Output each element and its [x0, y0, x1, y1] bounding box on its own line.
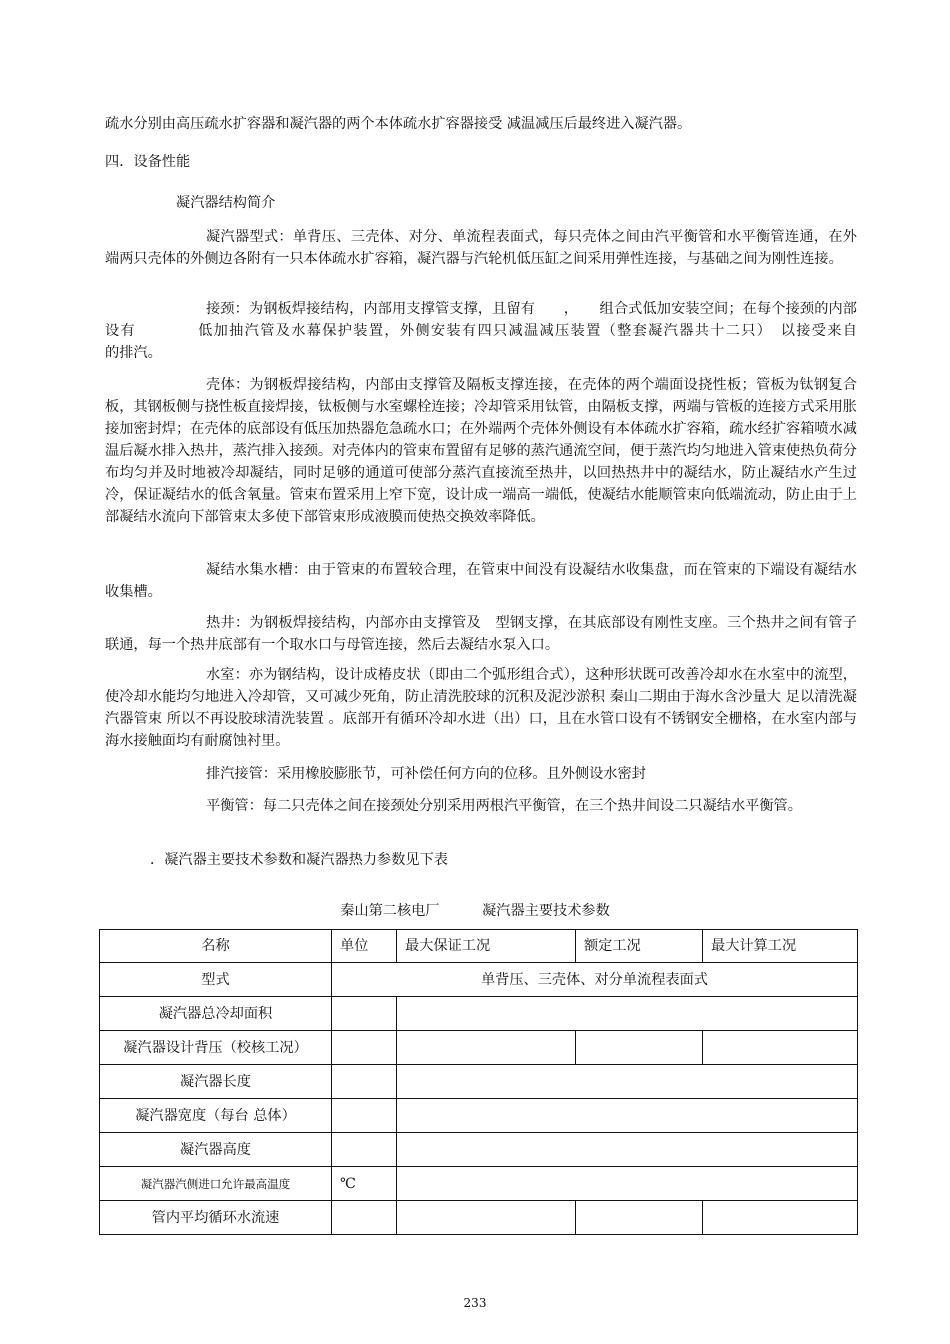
row-value	[576, 1201, 703, 1235]
row-unit	[332, 1201, 397, 1235]
row-unit	[332, 1065, 397, 1099]
table-row	[100, 1167, 858, 1201]
table-row	[100, 963, 858, 997]
row-label: 凝汽器长度	[100, 1065, 332, 1099]
row-value	[703, 1201, 858, 1235]
subheading-condenser-structure: 凝汽器结构简介	[176, 195, 276, 211]
row-value	[703, 1031, 858, 1065]
section-heading-equipment-performance: 四．设备性能	[105, 154, 191, 170]
header-rated: 额定工况	[576, 930, 703, 963]
table-row	[100, 1099, 858, 1133]
row-label: 管内平均循环水流速	[100, 1201, 332, 1235]
page-number: 233	[463, 1296, 487, 1310]
table-row	[100, 997, 858, 1031]
row-unit	[332, 1133, 397, 1167]
row-value	[397, 1065, 858, 1099]
header-name: 名称	[100, 930, 332, 963]
row-label: 凝汽器总冷却面积	[100, 997, 332, 1031]
table-row	[100, 1133, 858, 1167]
header-max-guarantee: 最大保证工况	[397, 930, 576, 963]
table-row	[100, 1201, 858, 1235]
row-unit	[332, 1099, 397, 1133]
row-label: 凝汽器设计背压（校核工况）	[100, 1031, 332, 1065]
header-max-calc: 最大计算工况	[703, 930, 858, 963]
row-unit: ℃	[332, 1167, 397, 1201]
paragraph-condenser-type: 凝汽器型式：单背压、三壳体、对分、单流程表面式，每只壳体之间由汽平衡管和水平衡管连通，在外端两只壳体的外侧边各附有一只本体疏水扩容箱，凝汽器与汽轮机低压缸之间采用弹性连接，与基础之间为刚性连接。	[105, 229, 857, 267]
paragraph-balance-pipe: 平衡管：每二只壳体之间在接颈处分别采用两根汽平衡管，在三个热井间设二只凝结水平衡管。	[206, 798, 802, 814]
row-label: 凝汽器宽度（每台 总体）	[100, 1099, 332, 1133]
paragraph-collection-tank: 凝结水集水槽：由于管束的布置较合理，在管束中间没有设凝结水收集盘，而在管束的下端设有凝结水收集槽。	[105, 562, 857, 600]
row-value	[397, 997, 858, 1031]
row-value	[397, 1099, 858, 1133]
row-unit	[332, 997, 397, 1031]
table-row	[100, 1065, 858, 1099]
row-label: 凝汽器汽侧进口允许最高温度	[100, 1167, 332, 1201]
header-unit: 单位	[332, 930, 397, 963]
table-caption: 秦山第二核电厂 凝汽器主要技术参数	[340, 903, 610, 919]
paragraph-table-intro: ．凝汽器主要技术参数和凝汽器热力参数见下表	[150, 852, 448, 868]
paragraph-exhaust-pipe: 排汽接管：采用橡胶膨胀节，可补偿任何方向的位移。且外侧设水密封	[206, 766, 646, 782]
row-value	[576, 1031, 703, 1065]
row-value	[397, 1167, 858, 1201]
row-value	[397, 1201, 576, 1235]
table-header-row	[100, 930, 858, 963]
row-value-type: 单背压、三壳体、对分单流程表面式	[332, 963, 858, 997]
table-row	[100, 1031, 858, 1065]
row-value	[397, 1031, 576, 1065]
row-value	[397, 1133, 858, 1167]
paragraph-drain: 疏水分别由高压疏水扩容器和凝汽器的两个本体疏水扩容器接受 减温减压后最终进入凝汽器。	[105, 116, 692, 132]
row-unit	[332, 1031, 397, 1065]
paragraph-neck: 接颈：为钢板焊接结构，内部用支撑管支撑，且留有 ， 组合式低加安装空间；在每个接颈的内部设有 低加抽汽管及水幕保护装置，外侧安装有四只减温减压装置（整套凝汽器共十二只） 以接受来自 的排汽。	[105, 301, 914, 361]
paragraph-shell: 壳体：为钢板焊接结构，内部由支撑管及隔板支撑连接，在壳体的两个端面设挠性板；管板为钛钢复合板，其钢板侧与挠性板直接焊接，钛板侧与水室螺栓连接；冷却管采用钛管，由隔板支撑，两端与管板的连接方式采用胀接加密封焊；在壳体的底部设有低压加热器危急疏水口；在外端两个壳体外侧设有本体疏水扩容箱，疏水经扩容箱喷水减温后凝水排入热井，蒸汽排入接颈。对壳体内的管束布置留有足够的蒸汽通流空间，便于蒸汽均匀地进入管束使热负荷分布均匀并及时地被冷却凝结，同时足够的通道可使部分蒸汽直接流至热井，以回热热井中的凝结水，防止凝结水产生过冷，保证凝结水的低含氧量。管束布置采用上窄下宽，设计成一端高一端低，使凝结水能顺管束向低端流动，防止由于上部凝结水流向下部管束太多使下部管束形成液膜而使热交换效率降低。	[105, 377, 857, 525]
paragraph-hotwell: 热井：为钢板焊接结构，内部亦由支撑管及 型钢支撑，在其底部设有刚性支座。三个热井之间有管子联通，每一个热井底部有一个取水口与母管连接，然后去凝结水泵入口。	[105, 615, 857, 653]
paragraph-water-box: 水室：亦为钢结构，设计成椿皮状（即由二个弧形组合式），这种形状既可改善冷却水在水室中的流型，使冷却水能均匀地进入冷却管，又可减少死角，防止清洗胶球的沉积及泥沙淤积 秦山二期由于海水含沙量大 足以清洗凝汽器管束 所以不再设胶球清洗装置 。底部开有循环冷却水进（出）口，且在水管口设有不锈钢安全栅格，在水室内部与海水接触面均有耐腐蚀衬里。	[105, 667, 857, 749]
technical-parameters-table	[99, 929, 858, 1235]
row-label: 凝汽器高度	[100, 1133, 332, 1167]
row-label: 型式	[100, 963, 332, 997]
